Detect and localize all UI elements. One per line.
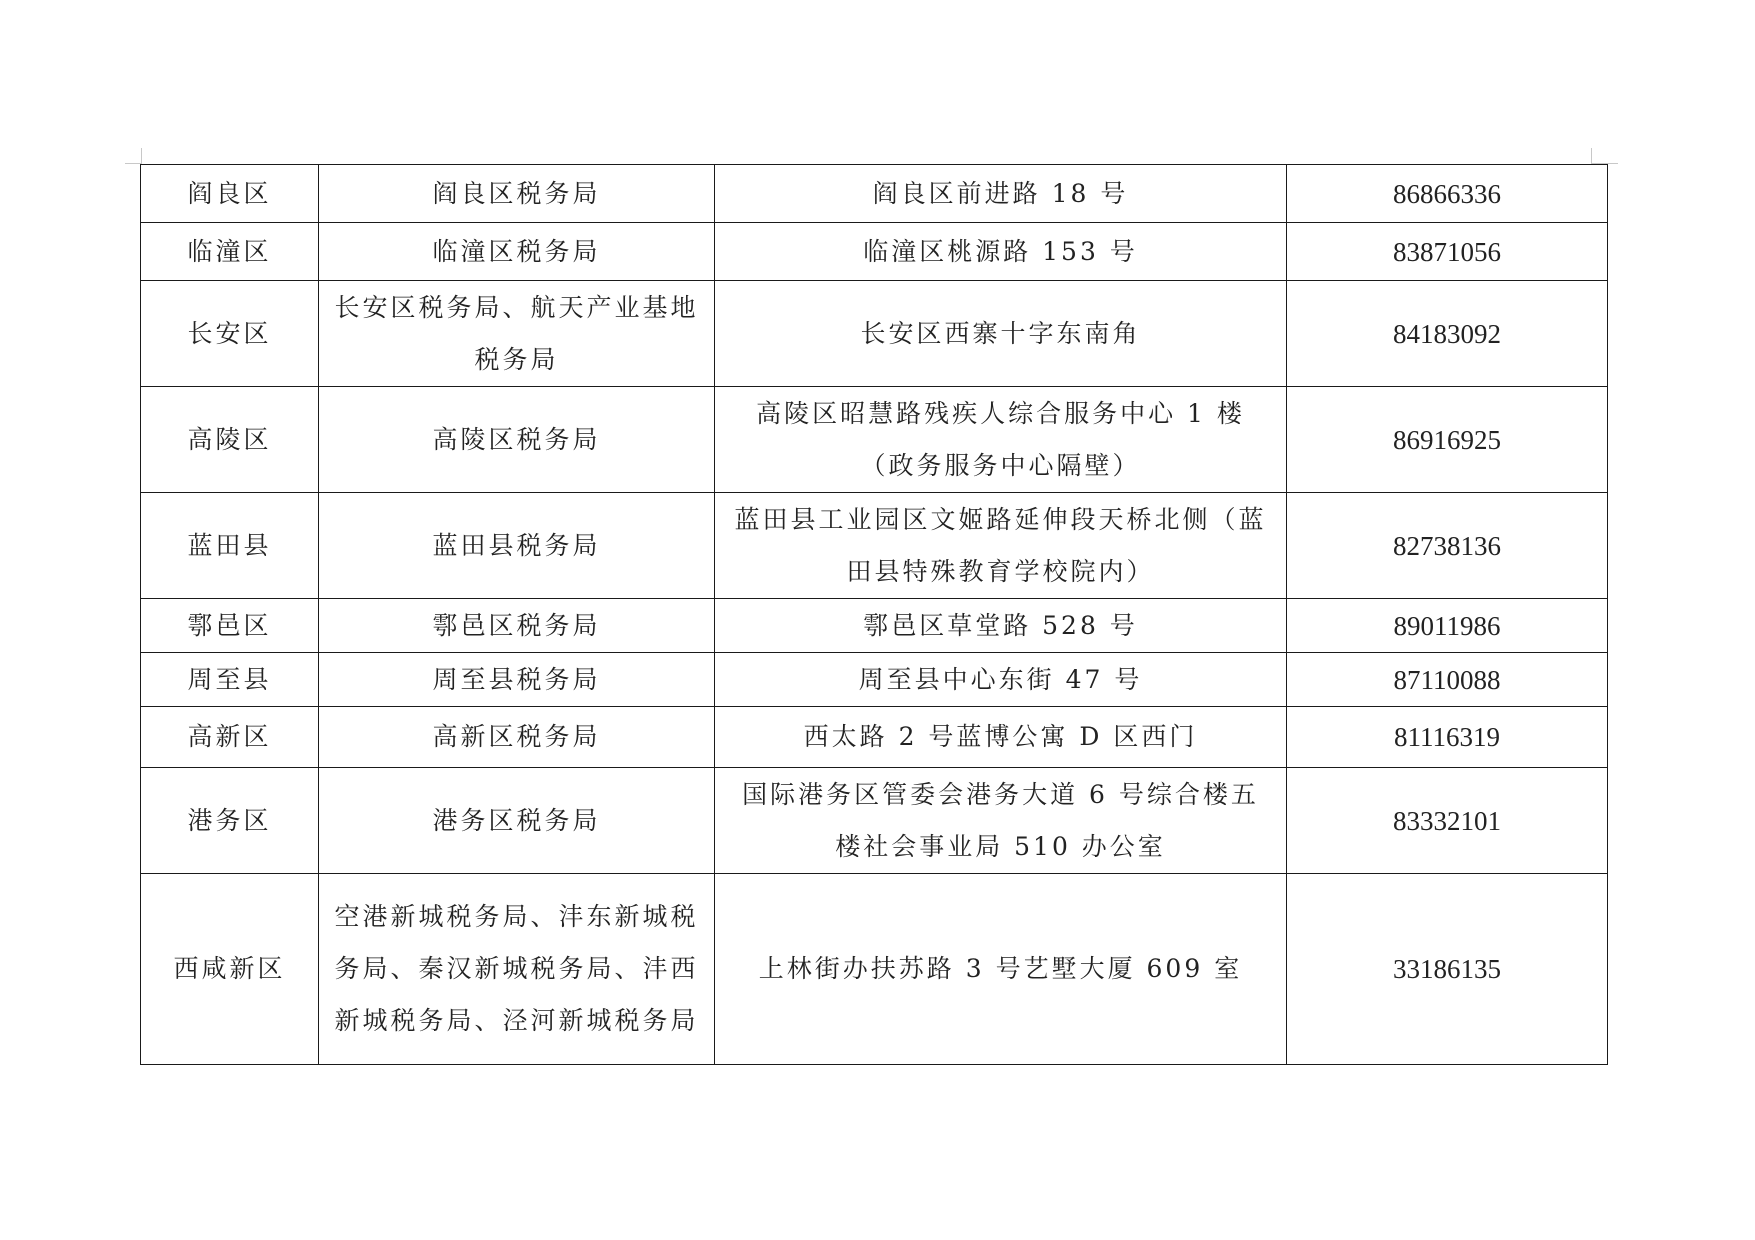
phone-cell: 84183092 (1287, 281, 1608, 387)
address-cell: 长安区西寨十字东南角 (715, 281, 1287, 387)
district-cell: 高新区 (141, 707, 319, 768)
phone-cell: 33186135 (1287, 874, 1608, 1065)
phone-cell: 86866336 (1287, 165, 1608, 223)
tax-office-cell: 长安区税务局、航天产业基地税务局 (319, 281, 715, 387)
crop-mark-top-right-vertical (1591, 148, 1592, 164)
address-cell: 临潼区桃源路 153 号 (715, 223, 1287, 281)
district-cell: 长安区 (141, 281, 319, 387)
tax-office-cell: 空港新城税务局、沣东新城税务局、秦汉新城税务局、沣西新城税务局、泾河新城税务局 (319, 874, 715, 1065)
tax-office-cell: 阎良区税务局 (319, 165, 715, 223)
tax-office-cell: 高新区税务局 (319, 707, 715, 768)
table-row (141, 281, 1608, 387)
tax-office-cell: 港务区税务局 (319, 768, 715, 874)
address-cell: 西太路 2 号蓝博公寓 D 区西门 (715, 707, 1287, 768)
table-row (141, 653, 1608, 707)
tax-office-cell: 临潼区税务局 (319, 223, 715, 281)
table-row (141, 874, 1608, 1065)
table-row (141, 599, 1608, 653)
district-cell: 高陵区 (141, 387, 319, 493)
tax-office-cell: 周至县税务局 (319, 653, 715, 707)
phone-cell: 89011986 (1287, 599, 1608, 653)
phone-cell: 82738136 (1287, 493, 1608, 599)
district-cell: 临潼区 (141, 223, 319, 281)
address-cell: 阎良区前进路 18 号 (715, 165, 1287, 223)
district-cell: 蓝田县 (141, 493, 319, 599)
district-cell: 西咸新区 (141, 874, 319, 1065)
tax-office-cell: 蓝田县税务局 (319, 493, 715, 599)
district-cell: 鄠邑区 (141, 599, 319, 653)
district-cell: 港务区 (141, 768, 319, 874)
phone-cell: 87110088 (1287, 653, 1608, 707)
phone-cell: 81116319 (1287, 707, 1608, 768)
tax-office-cell: 鄠邑区税务局 (319, 599, 715, 653)
phone-cell: 83871056 (1287, 223, 1608, 281)
district-cell: 阎良区 (141, 165, 319, 223)
address-cell: 周至县中心东街 47 号 (715, 653, 1287, 707)
table-row (141, 707, 1608, 768)
table-row (141, 223, 1608, 281)
address-cell: 国际港务区管委会港务大道 6 号综合楼五楼社会事业局 510 办公室 (715, 768, 1287, 874)
address-cell: 鄠邑区草堂路 528 号 (715, 599, 1287, 653)
address-cell: 上林街办扶苏路 3 号艺墅大厦 609 室 (715, 874, 1287, 1065)
address-cell: 高陵区昭慧路残疾人综合服务中心 1 楼（政务服务中心隔壁） (715, 387, 1287, 493)
table-row (141, 387, 1608, 493)
crop-mark-top-left-horizontal (125, 163, 141, 164)
address-cell: 蓝田县工业园区文姬路延伸段天桥北侧（蓝田县特殊教育学校院内） (715, 493, 1287, 599)
crop-mark-top-left-vertical (141, 148, 142, 164)
tax-office-cell: 高陵区税务局 (319, 387, 715, 493)
phone-cell: 83332101 (1287, 768, 1608, 874)
table-row (141, 493, 1608, 599)
table-row (141, 768, 1608, 874)
phone-cell: 86916925 (1287, 387, 1608, 493)
tax-office-table (140, 164, 1608, 1065)
table-row (141, 165, 1608, 223)
district-cell: 周至县 (141, 653, 319, 707)
